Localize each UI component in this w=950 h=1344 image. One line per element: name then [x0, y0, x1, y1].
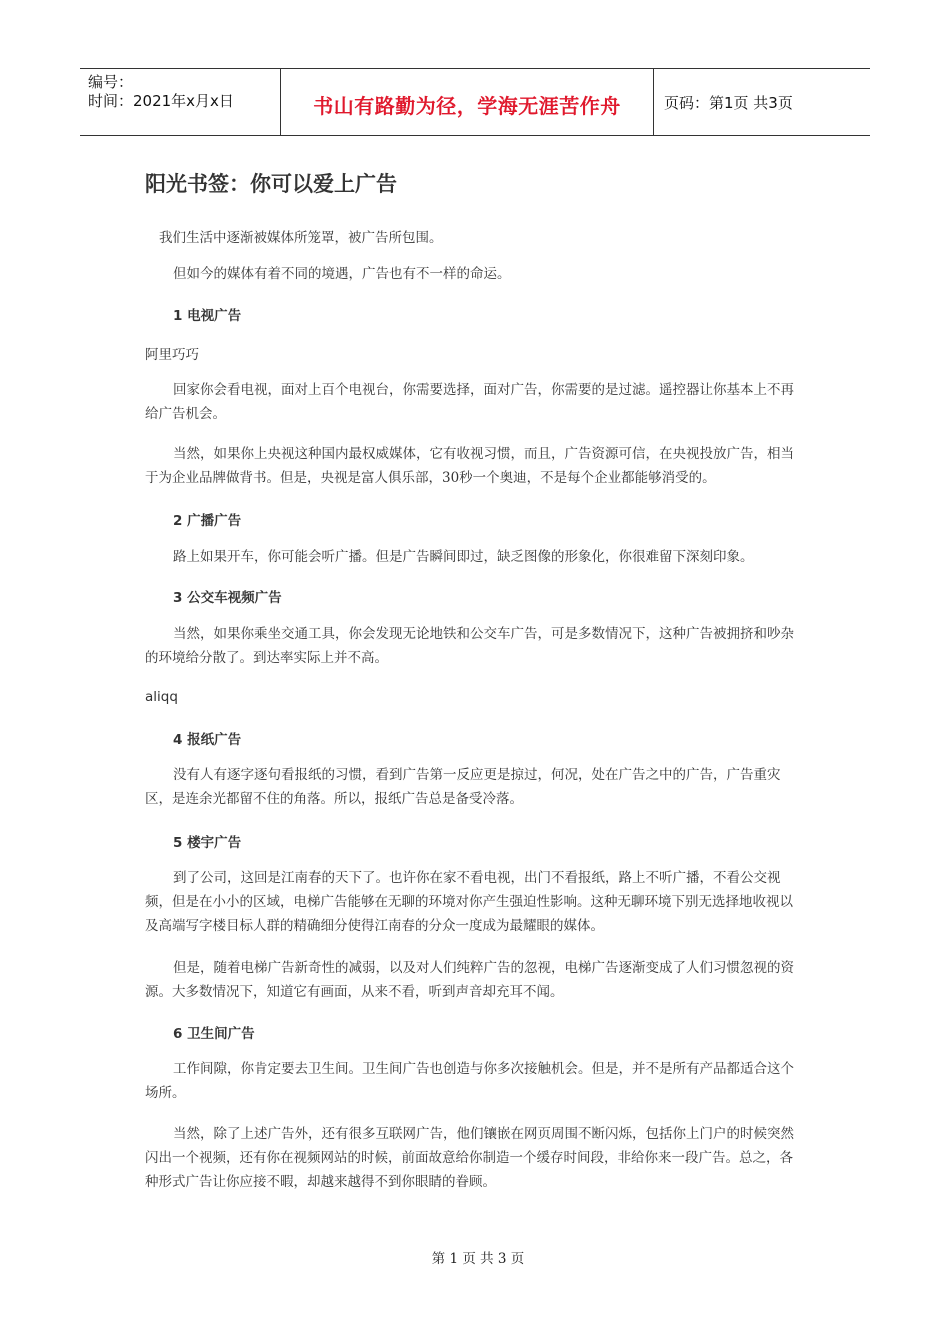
source-note: aliqq — [145, 689, 178, 705]
toilet-paragraph-1: 工作间隙，你肯定要去卫生间。卫生间广告也创造与你多次接触机会。但是，并不是所有产品都适合这个场所。 — [145, 1061, 794, 1101]
tv-paragraph-2: 当然，如果你上央视这种国内最权威媒体，它有收视习惯，而且，广告资源可信，在央视投放广告，相当于为企业品牌做背书。但是，央视是富人俱乐部，30秒一个奥迪，不是每个企业都能够消受的。 — [145, 446, 794, 486]
section-heading-toilet: 6 卫生间广告 — [173, 1026, 255, 1042]
header-motto-cell — [281, 69, 654, 135]
building-paragraph-2: 但是，随着电梯广告新奇性的减弱，以及对人们纯粹广告的忽视，电梯广告逐渐变成了人们习惯忽视的资源。大多数情况下，知道它有画面，从来不看，听到声音却充耳不闻。 — [145, 960, 794, 1000]
newspaper-paragraph: 没有人有逐字逐句看报纸的习惯，看到广告第一反应更是掠过，何况，处在广告之中的广告，广告重灾区，是连余光都留不住的角落。所以，报纸广告总是备受冷落。 — [145, 767, 781, 807]
header-meta-cell — [80, 69, 281, 135]
radio-paragraph: 路上如果开车，你可能会听广播。但是广告瞬间即过，缺乏图像的形象化，你很难留下深刻印象。 — [173, 549, 754, 565]
motto-text: 书山有路勤为径，学海无涯苦作舟 — [313, 93, 621, 118]
section-heading-radio: 2 广播广告 — [173, 513, 242, 529]
building-paragraph-1: 到了公司，这回是江南春的天下了。也许你在家不看电视，出门不看报纸，路上不听广播，不看公交视频，但是在小小的区域，电梯广告能够在无聊的环境对你产生强迫性影响。这种无聊环境下别无选择地收视以及高端写字楼目标人群的精确细分使得江南春的分众一度成为最耀眼的媒体。 — [145, 870, 793, 934]
section-heading-newspaper: 4 报纸广告 — [173, 732, 242, 748]
toilet-paragraph-2: 当然，除了上述广告外，还有很多互联网广告，他们镶嵌在网页周围不断闪烁，包括你上门户的时候突然闪出一个视频，还有你在视频网站的时候，前面故意给你制造一个缓存时间段，非给你来一段广告。总之，各种形式广告让你应接不暇，却越来越得不到你眼睛的眷顾。 — [145, 1126, 794, 1190]
bus-paragraph: 当然，如果你乘坐交通工具，你会发现无论地铁和公交车广告，可是多数情况下，这种广告被拥挤和吵杂的环境给分散了。到达率实际上并不高。 — [145, 626, 794, 666]
section-heading-tv: 1 电视广告 — [173, 308, 242, 324]
header-page-cell — [654, 69, 870, 135]
header-table — [80, 68, 870, 136]
time-label: 时间：2021年x月x日 — [88, 92, 234, 110]
tv-paragraph-1: 回家你会看电视，面对上百个电视台，你需要选择，面对广告，你需要的是过滤。遥控器让你基本上不再给广告机会。 — [145, 382, 794, 422]
section-heading-bus: 3 公交车视频广告 — [173, 590, 282, 606]
document-title: 阳光书签：你可以爱上广告 — [145, 172, 397, 196]
intro-paragraph-1: 我们生活中逐渐被媒体所笼罩，被广告所包围。 — [159, 230, 443, 246]
section-heading-building: 5 楼宇广告 — [173, 835, 242, 851]
intro-paragraph-2: 但如今的媒体有着不同的境遇，广告也有不一样的命运。 — [173, 266, 511, 282]
author-note: 阿里巧巧 — [145, 347, 199, 363]
page-footer: 第 1 页 共 3 页 — [431, 1251, 525, 1267]
page-info: 页码：第1页 共3页 — [664, 93, 793, 112]
code-label: 编号： — [88, 73, 134, 91]
